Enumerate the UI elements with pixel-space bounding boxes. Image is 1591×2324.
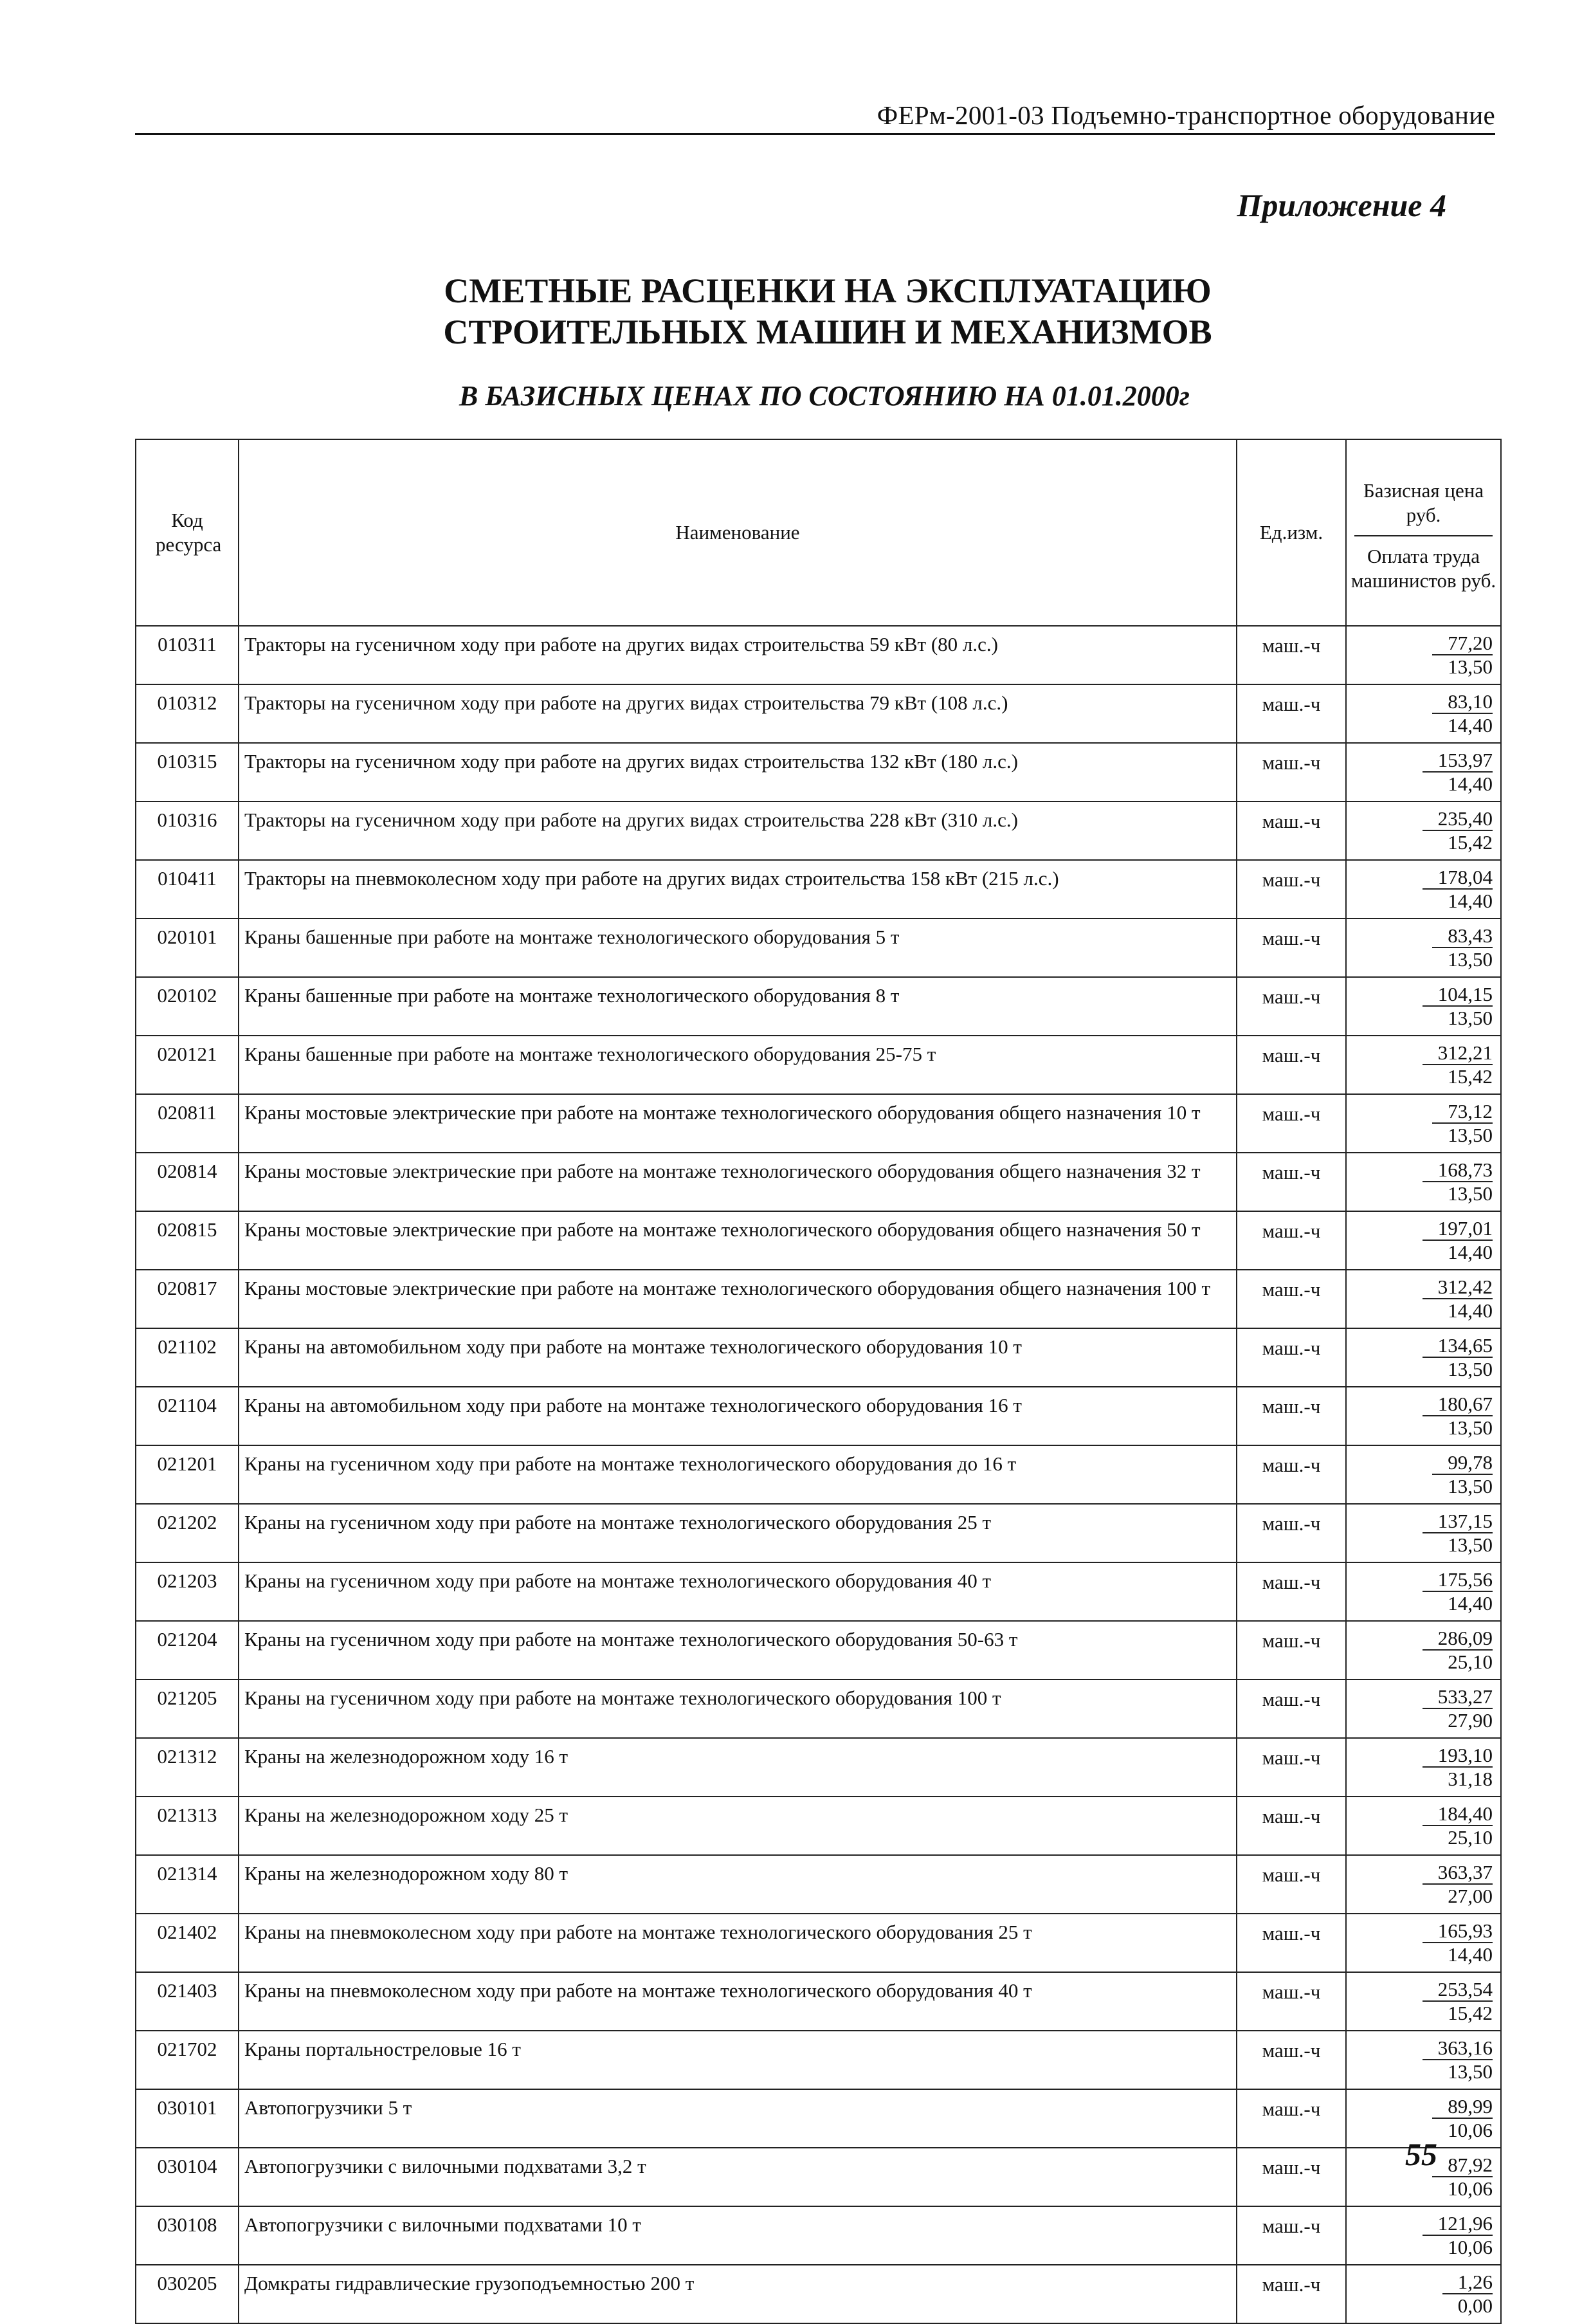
table-row: [136, 1387, 1501, 1445]
operator-wage: 15,42: [1448, 1065, 1493, 1088]
resource-unit: маш.-ч: [1237, 1504, 1346, 1562]
resource-unit: маш.-ч: [1237, 977, 1346, 1036]
resource-code: 021204: [136, 1621, 239, 1679]
base-price: 87,92: [1432, 2154, 1493, 2177]
table-row: [136, 2031, 1501, 2089]
resource-price: [1346, 1094, 1501, 1153]
appendix-label: Приложение 4: [1237, 187, 1446, 223]
base-price: 363,37: [1423, 1862, 1493, 1885]
operator-wage: 14,40: [1448, 1592, 1493, 1615]
resource-name: Краны мостовые электрические при работе на монтаже технологического оборудования общего назначения 50 т: [239, 1211, 1237, 1270]
table-row: [136, 1504, 1501, 1562]
base-price: 193,10: [1423, 1744, 1493, 1768]
table-row: [136, 626, 1501, 684]
base-price: 89,99: [1432, 2096, 1493, 2119]
resource-code: 010316: [136, 801, 239, 860]
resource-price: [1346, 1270, 1501, 1328]
resource-unit: маш.-ч: [1237, 1387, 1346, 1445]
resource-unit: маш.-ч: [1237, 1972, 1346, 2031]
resource-unit: маш.-ч: [1237, 2148, 1346, 2206]
table-row: [136, 1562, 1501, 1621]
column-header-name: Наименование: [239, 439, 1237, 626]
operator-wage: 10,06: [1448, 2119, 1493, 2141]
operator-wage: 13,50: [1448, 1475, 1493, 1497]
resource-price: [1346, 2265, 1501, 2323]
resource-price: [1346, 919, 1501, 977]
resource-code: 021314: [136, 1855, 239, 1914]
resource-code: 010312: [136, 684, 239, 743]
title-line-1: СМЕТНЫЕ РАСЦЕНКИ НА ЭКСПЛУАТАЦИЮ: [444, 271, 1212, 310]
table-row: [136, 2265, 1501, 2323]
resource-name: Краны башенные при работе на монтаже технологического оборудования 25-75 т: [239, 1036, 1237, 1094]
table-row: [136, 1036, 1501, 1094]
base-price: 312,21: [1423, 1042, 1493, 1065]
resource-name: Краны мостовые электрические при работе на монтаже технологического оборудования общего назначения 100 т: [239, 1270, 1237, 1328]
base-price: 175,56: [1423, 1569, 1493, 1592]
resource-price: [1346, 1328, 1501, 1387]
resource-unit: маш.-ч: [1237, 684, 1346, 743]
operator-wage: 14,40: [1448, 890, 1493, 912]
column-header-price: [1346, 439, 1501, 626]
operator-wage: 25,10: [1448, 1651, 1493, 1673]
operator-wage: 13,50: [1448, 2060, 1493, 2083]
running-header: [135, 100, 1495, 135]
table-row: [136, 684, 1501, 743]
resource-code: 021202: [136, 1504, 239, 1562]
operator-wage: 15,42: [1448, 2002, 1493, 2024]
operator-wage: 31,18: [1448, 1768, 1493, 1790]
resource-code: 021104: [136, 1387, 239, 1445]
resource-price: [1346, 1211, 1501, 1270]
resource-code: 030205: [136, 2265, 239, 2323]
table-body: [136, 626, 1501, 2323]
resource-price: [1346, 1738, 1501, 1797]
base-price: 165,93: [1423, 1920, 1493, 1943]
base-price: 363,16: [1423, 2037, 1493, 2060]
resource-code: 021205: [136, 1679, 239, 1738]
base-price: 533,27: [1423, 1686, 1493, 1709]
table-row: [136, 1445, 1501, 1504]
resource-name: Краны на пневмоколесном ходу при работе на монтаже технологического оборудования 40 т: [239, 1972, 1237, 2031]
base-price: 286,09: [1423, 1627, 1493, 1651]
column-header-base-price: Базисная цена руб.: [1354, 479, 1493, 536]
operator-wage: 14,40: [1448, 1299, 1493, 1322]
base-price: 153,97: [1423, 749, 1493, 773]
resource-name: Краны на гусеничном ходу при работе на монтаже технологического оборудования до 16 т: [239, 1445, 1237, 1504]
operator-wage: 0,00: [1457, 2294, 1493, 2317]
operator-wage: 10,06: [1448, 2177, 1493, 2200]
resource-code: 010411: [136, 860, 239, 919]
operator-wage: 25,10: [1448, 1826, 1493, 1849]
resource-unit: маш.-ч: [1237, 1738, 1346, 1797]
resource-price: [1346, 2031, 1501, 2089]
resource-unit: маш.-ч: [1237, 801, 1346, 860]
resource-name: Краны на пневмоколесном ходу при работе на монтаже технологического оборудования 25 т: [239, 1914, 1237, 1972]
table-row: [136, 2148, 1501, 2206]
base-price: 168,73: [1423, 1159, 1493, 1182]
base-price: 137,15: [1423, 1510, 1493, 1533]
resource-price: [1346, 1445, 1501, 1504]
base-price: 197,01: [1423, 1218, 1493, 1241]
operator-wage: 13,50: [1448, 1533, 1493, 1556]
table-row: [136, 801, 1501, 860]
table-row: [136, 1914, 1501, 1972]
resource-name: Краны на гусеничном ходу при работе на монтаже технологического оборудования 40 т: [239, 1562, 1237, 1621]
resource-code: 021102: [136, 1328, 239, 1387]
operator-wage: 14,40: [1448, 714, 1493, 737]
column-header-unit: Ед.изм.: [1237, 439, 1346, 626]
resource-name: Краны на железнодорожном ходу 80 т: [239, 1855, 1237, 1914]
base-price: 104,15: [1423, 984, 1493, 1007]
resource-name: Краны портальностреловые 16 т: [239, 2031, 1237, 2089]
title-line-2: СТРОИТЕЛЬНЫХ МАШИН И МЕХАНИЗМОВ: [443, 313, 1212, 351]
resource-name: Тракторы на гусеничном ходу при работе на других видах строительства 79 кВт (108 л.с.): [239, 684, 1237, 743]
resource-name: Краны мостовые электрические при работе на монтаже технологического оборудования общего назначения 10 т: [239, 1094, 1237, 1153]
resource-code: 021312: [136, 1738, 239, 1797]
base-price: 121,96: [1423, 2213, 1493, 2236]
resource-price: [1346, 743, 1501, 801]
resource-price: [1346, 860, 1501, 919]
base-price: 83,10: [1432, 691, 1493, 714]
resource-price: [1346, 1504, 1501, 1562]
document-subtitle: В БАЗИСНЫХ ЦЕНАХ ПО СОСТОЯНИЮ НА 01.01.2000г: [459, 380, 1190, 412]
resource-name: Краны на железнодорожном ходу 16 т: [239, 1738, 1237, 1797]
resource-unit: маш.-ч: [1237, 2265, 1346, 2323]
resource-price: [1346, 801, 1501, 860]
table-header-row: [136, 439, 1501, 626]
table-row: [136, 1621, 1501, 1679]
base-price: 83,43: [1432, 925, 1493, 948]
operator-wage: 27,00: [1448, 1885, 1493, 1907]
resource-code: 020101: [136, 919, 239, 977]
resource-unit: маш.-ч: [1237, 626, 1346, 684]
column-header-code: Код ресурса: [136, 439, 239, 626]
resource-code: 020811: [136, 1094, 239, 1153]
resource-price: [1346, 1855, 1501, 1914]
resource-code: 021313: [136, 1797, 239, 1855]
resource-unit: маш.-ч: [1237, 1445, 1346, 1504]
table-row: [136, 1328, 1501, 1387]
table-row: [136, 1679, 1501, 1738]
resource-unit: маш.-ч: [1237, 1562, 1346, 1621]
table-row: [136, 1797, 1501, 1855]
resource-name: Тракторы на гусеничном ходу при работе на других видах строительства 132 кВт (180 л.с.): [239, 743, 1237, 801]
resource-price: [1346, 1679, 1501, 1738]
resource-name: Краны на автомобильном ходу при работе на монтаже технологического оборудования 16 т: [239, 1387, 1237, 1445]
resource-name: Краны на гусеничном ходу при работе на монтаже технологического оборудования 25 т: [239, 1504, 1237, 1562]
page-number: 55: [1405, 2136, 1437, 2172]
table-row: [136, 977, 1501, 1036]
resource-unit: маш.-ч: [1237, 1270, 1346, 1328]
table-row: [136, 743, 1501, 801]
resource-code: 021201: [136, 1445, 239, 1504]
base-price: 77,20: [1432, 632, 1493, 655]
resource-unit: маш.-ч: [1237, 2206, 1346, 2265]
operator-wage: 14,40: [1448, 773, 1493, 795]
resource-name: Тракторы на пневмоколесном ходу при работе на других видах строительства 158 кВт (215 л.с.): [239, 860, 1237, 919]
resource-price: [1346, 1387, 1501, 1445]
operator-wage: 13,50: [1448, 1182, 1493, 1205]
resource-price: [1346, 1797, 1501, 1855]
resource-code: 021402: [136, 1914, 239, 1972]
resource-name: Краны на гусеничном ходу при работе на монтаже технологического оборудования 100 т: [239, 1679, 1237, 1738]
resource-code: 030108: [136, 2206, 239, 2265]
resource-unit: маш.-ч: [1237, 743, 1346, 801]
resource-code: 020815: [136, 1211, 239, 1270]
resource-name: Краны мостовые электрические при работе на монтаже технологического оборудования общего назначения 32 т: [239, 1153, 1237, 1211]
resource-name: Краны башенные при работе на монтаже технологического оборудования 5 т: [239, 919, 1237, 977]
resource-unit: маш.-ч: [1237, 2089, 1346, 2148]
table-row: [136, 1094, 1501, 1153]
resource-code: 030101: [136, 2089, 239, 2148]
resource-name: Тракторы на гусеничном ходу при работе на других видах строительства 59 кВт (80 л.с.): [239, 626, 1237, 684]
operator-wage: 13,50: [1448, 1124, 1493, 1146]
table-row: [136, 1153, 1501, 1211]
table-row: [136, 1972, 1501, 2031]
table-row: [136, 1738, 1501, 1797]
resource-code: 010311: [136, 626, 239, 684]
base-price: 99,78: [1432, 1452, 1493, 1475]
base-price: 73,12: [1432, 1101, 1493, 1124]
resource-name: Краны на гусеничном ходу при работе на монтаже технологического оборудования 50-63 т: [239, 1621, 1237, 1679]
table-row: [136, 2089, 1501, 2148]
resource-code: 021702: [136, 2031, 239, 2089]
base-price: 134,65: [1423, 1335, 1493, 1358]
resource-code: 021403: [136, 1972, 239, 2031]
resource-code: 030104: [136, 2148, 239, 2206]
resource-unit: маш.-ч: [1237, 919, 1346, 977]
document-title: [0, 270, 1591, 352]
table-row: [136, 1855, 1501, 1914]
operator-wage: 27,90: [1448, 1709, 1493, 1732]
base-price: 180,67: [1423, 1393, 1493, 1416]
resource-unit: маш.-ч: [1237, 2031, 1346, 2089]
resource-unit: маш.-ч: [1237, 1211, 1346, 1270]
resource-price: [1346, 1153, 1501, 1211]
resource-name: Автопогрузчики с вилочными подхватами 3,2 т: [239, 2148, 1237, 2206]
operator-wage: 13,50: [1448, 1358, 1493, 1380]
operator-wage: 13,50: [1448, 1416, 1493, 1439]
table-row: [136, 2206, 1501, 2265]
rates-table: [135, 439, 1502, 2324]
resource-unit: маш.-ч: [1237, 1328, 1346, 1387]
resource-price: [1346, 2206, 1501, 2265]
resource-name: Краны башенные при работе на монтаже технологического оборудования 8 т: [239, 977, 1237, 1036]
resource-name: Автопогрузчики 5 т: [239, 2089, 1237, 2148]
resource-code: 010315: [136, 743, 239, 801]
table-row: [136, 1270, 1501, 1328]
resource-code: 020102: [136, 977, 239, 1036]
base-price: 1,26: [1442, 2271, 1493, 2294]
resource-name: Автопогрузчики с вилочными подхватами 10 т: [239, 2206, 1237, 2265]
base-price: 178,04: [1423, 866, 1493, 890]
operator-wage: 14,40: [1448, 1943, 1493, 1966]
base-price: 235,40: [1423, 808, 1493, 831]
resource-name: Домкраты гидравлические грузоподъемностью 200 т: [239, 2265, 1237, 2323]
resource-price: [1346, 977, 1501, 1036]
table-row: [136, 860, 1501, 919]
resource-price: [1346, 684, 1501, 743]
resource-price: [1346, 1914, 1501, 1972]
operator-wage: 13,50: [1448, 655, 1493, 678]
resource-unit: маш.-ч: [1237, 1914, 1346, 1972]
resource-name: Краны на автомобильном ходу при работе на монтаже технологического оборудования 10 т: [239, 1328, 1237, 1387]
running-title: ФЕРм-2001-03 Подъемно-транспортное оборудование: [877, 100, 1495, 130]
resource-unit: маш.-ч: [1237, 1679, 1346, 1738]
resource-unit: маш.-ч: [1237, 1036, 1346, 1094]
resource-unit: маш.-ч: [1237, 1621, 1346, 1679]
operator-wage: 13,50: [1448, 1007, 1493, 1029]
resource-name: Тракторы на гусеничном ходу при работе на других видах строительства 228 кВт (310 л.с.): [239, 801, 1237, 860]
resource-code: 020121: [136, 1036, 239, 1094]
base-price: 184,40: [1423, 1803, 1493, 1826]
resource-price: [1346, 626, 1501, 684]
resource-code: 020817: [136, 1270, 239, 1328]
resource-unit: маш.-ч: [1237, 1855, 1346, 1914]
operator-wage: 10,06: [1448, 2236, 1493, 2258]
operator-wage: 15,42: [1448, 831, 1493, 854]
resource-code: 021203: [136, 1562, 239, 1621]
operator-wage: 14,40: [1448, 1241, 1493, 1263]
resource-price: [1346, 1621, 1501, 1679]
base-price: 312,42: [1423, 1276, 1493, 1299]
table-row: [136, 919, 1501, 977]
resource-price: [1346, 1972, 1501, 2031]
resource-unit: маш.-ч: [1237, 860, 1346, 919]
resource-price: [1346, 1036, 1501, 1094]
operator-wage: 13,50: [1448, 948, 1493, 971]
resource-unit: маш.-ч: [1237, 1094, 1346, 1153]
table-row: [136, 1211, 1501, 1270]
resource-unit: маш.-ч: [1237, 1153, 1346, 1211]
resource-code: 020814: [136, 1153, 239, 1211]
resource-price: [1346, 1562, 1501, 1621]
base-price: 253,54: [1423, 1979, 1493, 2002]
resource-name: Краны на железнодорожном ходу 25 т: [239, 1797, 1237, 1855]
resource-unit: маш.-ч: [1237, 1797, 1346, 1855]
column-header-wage: Оплата труда машинистов руб.: [1350, 545, 1496, 592]
